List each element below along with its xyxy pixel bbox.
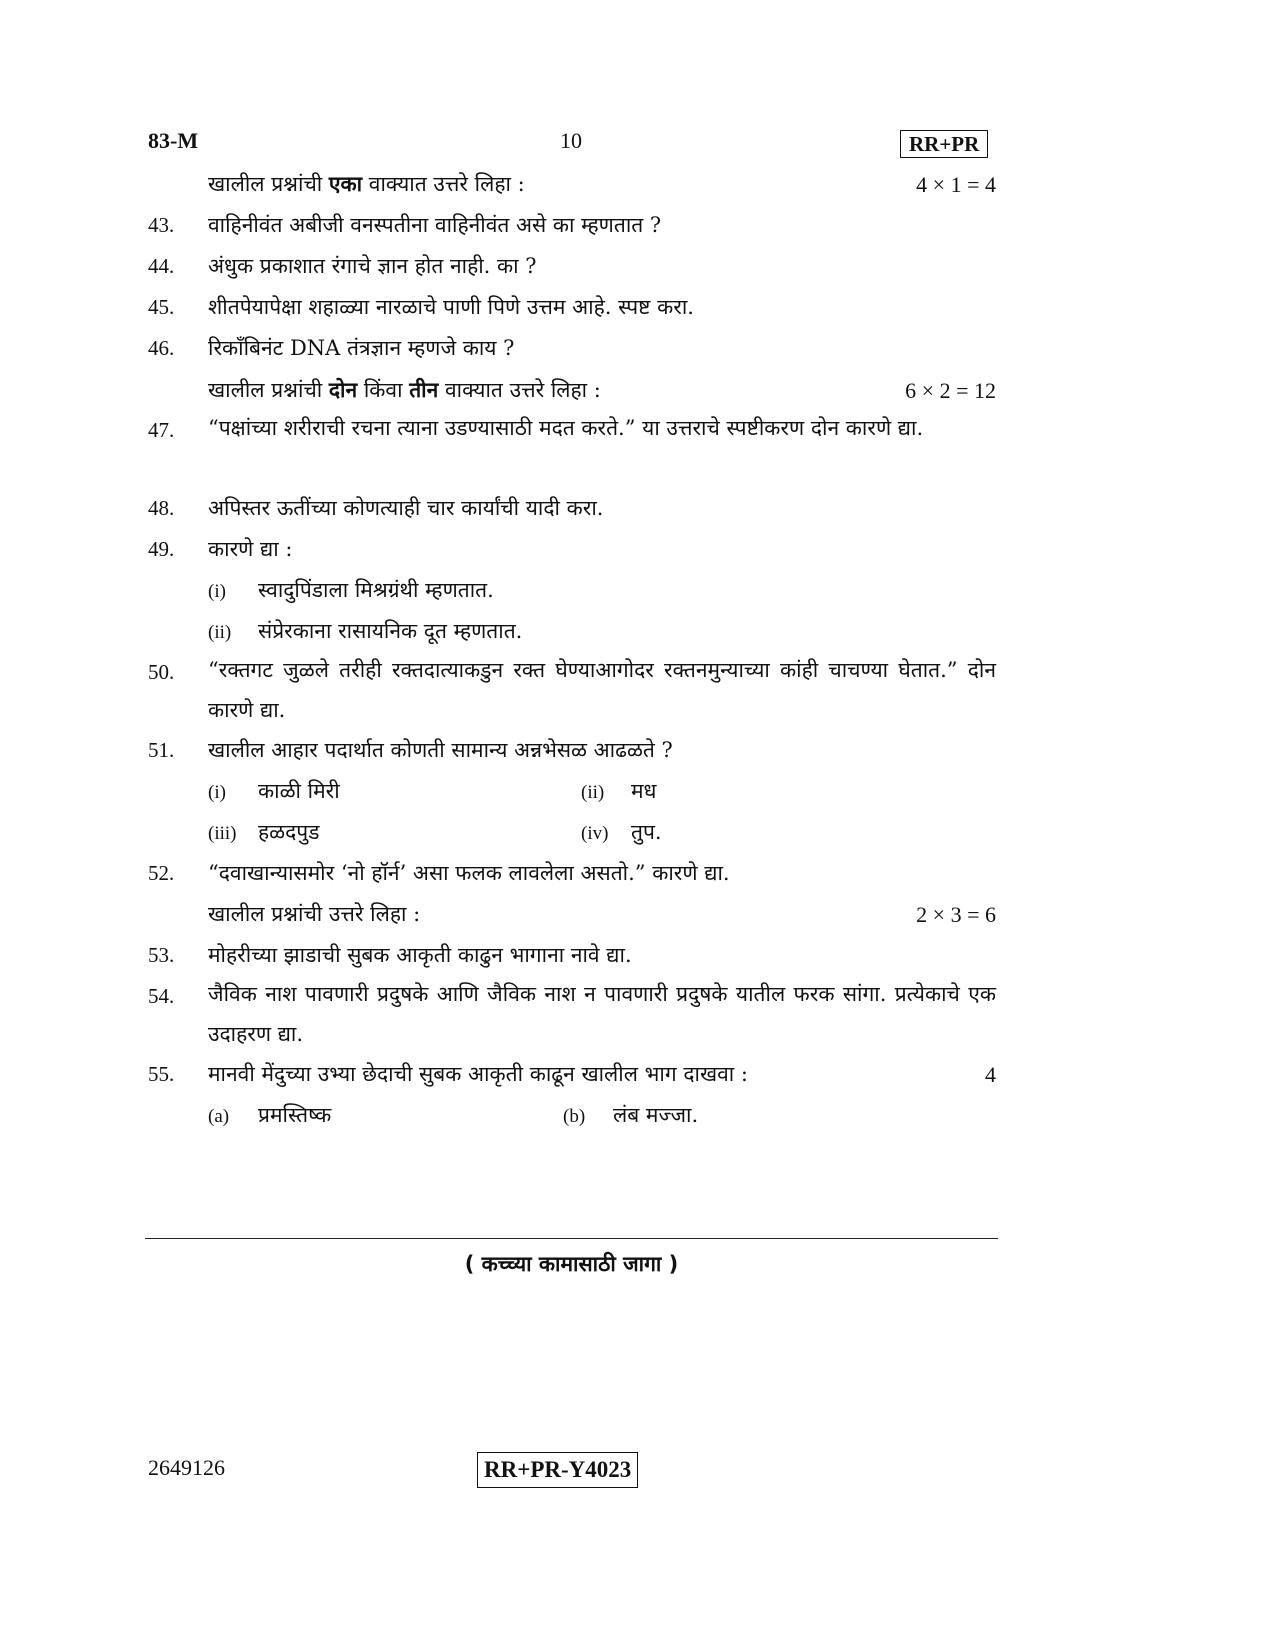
section-marks-3: 2 × 3 = 6 (916, 902, 996, 927)
question-text: खालील आहार पदार्थात कोणती सामान्य अन्नभेसळ आढळते ? (208, 738, 673, 762)
series-box: RR+PR (900, 130, 988, 158)
page-number: 10 (560, 128, 582, 153)
section-instruction-1: खालील प्रश्नांची एका वाक्यात उत्तरे लिहा : (208, 171, 525, 196)
question-text: जैविक नाश पावणारी प्रदुषके आणि जैविक नाश न पावणारी प्रदुषके यातील फरक सांगा. प्रत्येकाचे एक उदाहरण द्या. (208, 982, 996, 1046)
question-number: 45. (148, 295, 175, 319)
question-number: 49. (148, 537, 175, 561)
question-marks: 4 (985, 1062, 996, 1087)
question-text: “दवाखान्यासमोर ‘नो हॉर्न’ असा फलक लावलेला असतो.” कारणे द्या. (208, 861, 730, 885)
section-instruction-2: खालील प्रश्नांची दोन किंवा तीन वाक्यात उत्तरे लिहा : (208, 377, 601, 402)
question-number: 50. (148, 660, 175, 684)
option-item: (ii) मध (581, 779, 657, 803)
question-number: 55. (148, 1062, 175, 1086)
question-number: 48. (148, 496, 175, 520)
option-item: (b) लंब मज्जा. (563, 1103, 699, 1127)
question-number: 51. (148, 738, 175, 762)
question-text: वाहिनीवंत अबीजी वनस्पतीना वाहिनीवंत असे का म्हणतात ? (208, 213, 662, 237)
question-number: 46. (148, 336, 175, 360)
section-instruction-3: खालील प्रश्नांची उत्तरे लिहा : (208, 902, 421, 926)
section-marks-1: 4 × 1 = 4 (916, 172, 996, 197)
question-text: अपिस्तर ऊतींच्या कोणत्याही चार कार्यांची यादी करा. (208, 496, 604, 520)
option-item: (a) प्रमस्तिष्क (208, 1103, 332, 1127)
option-item: (i) काळी मिरी (208, 779, 340, 803)
footer-code-box: RR+PR-Y4023 (477, 1452, 638, 1488)
question-text: अंधुक प्रकाशात रंगाचे ज्ञान होत नाही. का ? (208, 254, 537, 278)
option-item: (iv) तुप. (581, 820, 662, 844)
question-text: कारणे द्या : (208, 537, 293, 561)
sub-question: (ii) संप्रेरकाना रासायनिक दूत म्हणतात. (208, 619, 523, 643)
option-item: (iii) हळदपुड (208, 820, 320, 844)
divider-line (145, 1238, 998, 1239)
question-number: 44. (148, 254, 175, 278)
question-text: रिकॉंबिनंट DNA तंत्रज्ञान म्हणजे काय ? (208, 336, 515, 360)
paper-code: 83-M (148, 128, 199, 153)
question-number: 54. (148, 984, 175, 1008)
section-marks-2: 6 × 2 = 12 (905, 378, 996, 403)
sub-question: (i) स्वादुपिंडाला मिश्रग्रंथी म्हणतात. (208, 578, 494, 602)
question-text: शीतपेयापेक्षा शहाळ्या नारळाचे पाणी पिणे उत्तम आहे. स्पष्ट करा. (208, 295, 694, 319)
question-text: “रक्तगट जुळले तरीही रक्तदात्याकडुन रक्त घेण्याआगोदर रक्तनमुन्याच्या कांही चाचण्या घेतात.” दोन कारणे द्या. (208, 658, 996, 722)
question-number: 52. (148, 861, 175, 885)
question-text: मानवी मेंदुच्या उभ्या छेदाची सुबक आकृती काढून खालील भाग दाखवा : (208, 1062, 748, 1086)
question-number: 53. (148, 943, 175, 967)
question-number: 43. (148, 213, 175, 237)
question-text: मोहरीच्या झाडाची सुबक आकृती काढुन भागाना नावे द्या. (208, 943, 632, 967)
footer-serial-number: 2649126 (148, 1455, 225, 1480)
question-text: “पक्षांच्या शरीराची रचना त्याना उडण्यासाठी मदत करते.” या उत्तराचे स्पष्टीकरण दोन कारणे द्या. (208, 416, 924, 440)
question-number: 47. (148, 418, 175, 442)
rough-work-label: ( कच्च्या कामासाठी जागा ) (464, 1252, 679, 1276)
